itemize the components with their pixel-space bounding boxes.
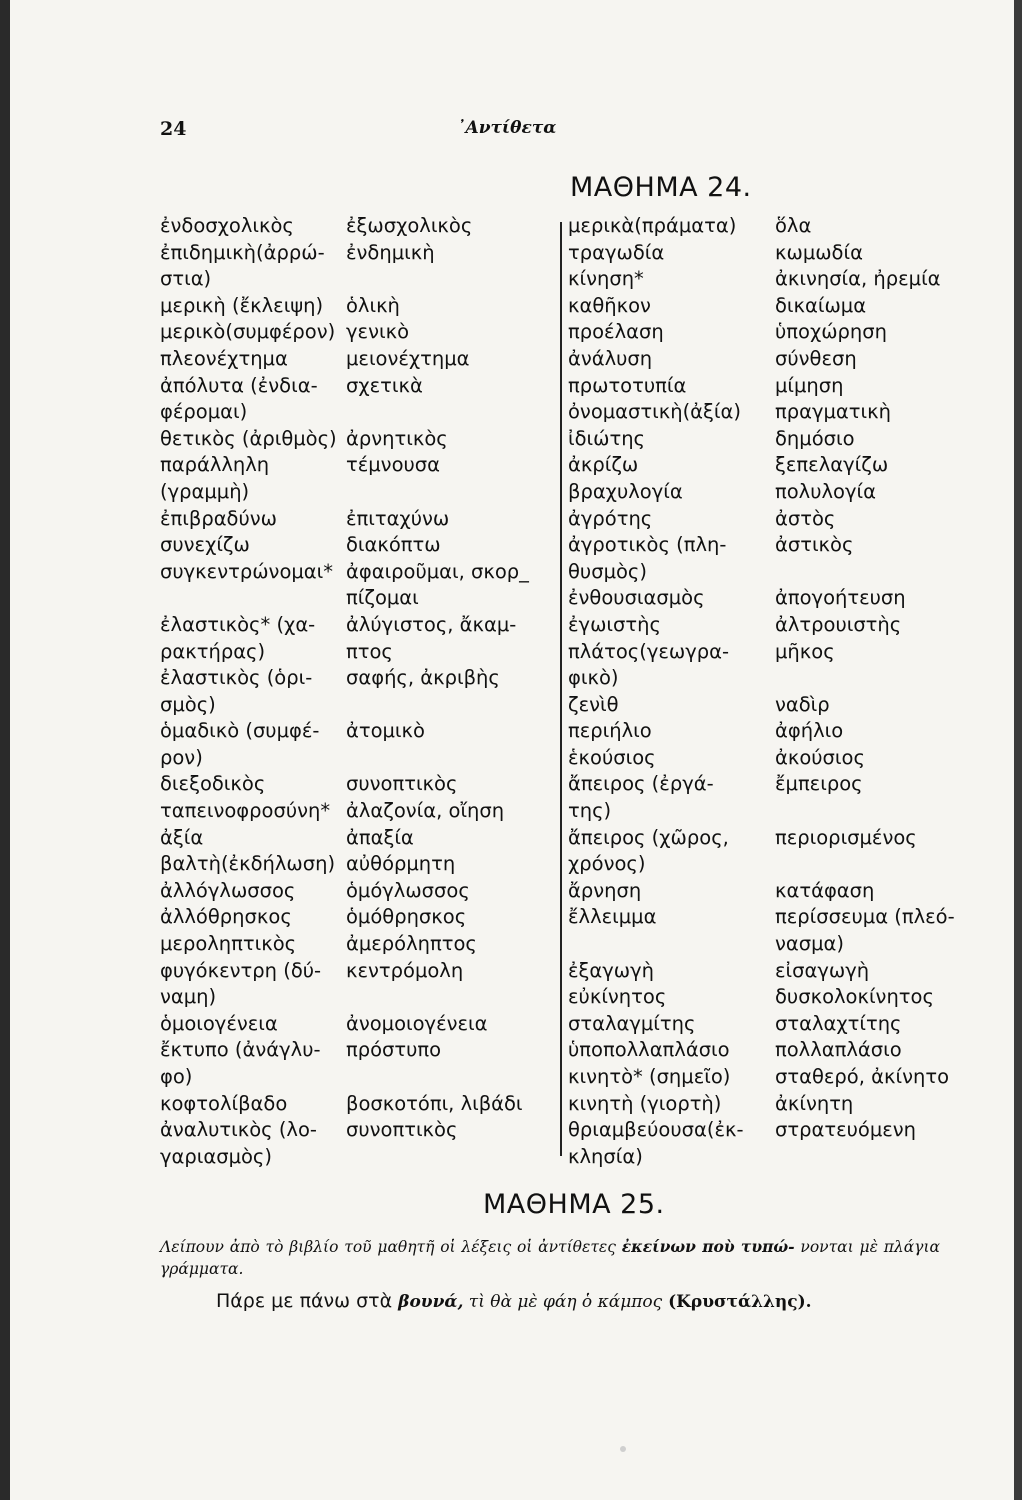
word: θετικὸς (ἀριθμὸς) [160, 426, 337, 450]
antonym: ἀτομικὸ [346, 719, 425, 743]
word: ἀλλόγλωσσος [160, 878, 296, 902]
word-pair-row [160, 559, 555, 586]
word: ἐλαστικὸς (ὁρι- [160, 666, 313, 690]
page-edge-right [1014, 0, 1022, 1500]
word: ἄπειρος (ἐργά- [568, 772, 714, 796]
word-pair-row [160, 931, 555, 958]
word: βραχυλογία [568, 479, 683, 503]
antonym: ἀλαζονία, οἴηση [346, 799, 505, 823]
word: συγκεντρώνομαι* [160, 559, 333, 583]
antonym: συνοπτικὸς [346, 1118, 458, 1142]
word: ἀνάλυση [568, 346, 653, 370]
word-pair-row [568, 825, 978, 852]
word: τραγωδία [568, 240, 665, 264]
word-pair-row [568, 426, 978, 453]
word: φικὸ) [568, 666, 619, 690]
antonym: ἀπογοήτευση [775, 586, 906, 610]
word-pair-row [568, 931, 978, 958]
word: ἀλλόθρησκος [160, 905, 292, 929]
antonym: διακόπτω [346, 533, 441, 557]
word-pair-row [160, 240, 555, 267]
word: ἄρνηση [568, 878, 642, 902]
word-pair-row [568, 665, 978, 692]
antonym: ἀμερόληπτος [346, 932, 477, 956]
word: ζενὶθ [568, 692, 619, 716]
word: μεροληπτικὸς [160, 932, 297, 956]
antonym: ἀνομοιογένεια [346, 1011, 488, 1035]
antonym: ὁλικὴ [346, 293, 400, 317]
word: χρόνος) [568, 852, 646, 876]
word-pair-row [568, 1144, 978, 1171]
word-pair-row [568, 1091, 978, 1118]
word-pair-row [568, 639, 978, 666]
word-pair-row [160, 639, 555, 666]
antonym: σαφής, ἀκριβὴς [346, 666, 500, 690]
example-middle: τὶ θὰ μὲ φάη ὁ κάμπος [463, 1292, 663, 1312]
word: ἐγωιστὴς [568, 612, 661, 636]
word-pair-row [160, 665, 555, 692]
word-pair-row [568, 585, 978, 612]
word: ἀκρίζω [568, 453, 639, 477]
antonym: εἰσαγωγὴ [775, 958, 870, 982]
word: εὐκίνητος [568, 985, 667, 1009]
word: ὑποπολλαπλάσιο [568, 1038, 730, 1062]
lesson-24-title: ΜΑΘΗΜΑ 24. [570, 172, 752, 203]
word: φυγόκεντρη (δύ- [160, 958, 322, 982]
lesson-25-instruction [160, 1236, 940, 1280]
word: ἀξία [160, 825, 204, 849]
word: κινητὴ (γιορτὴ) [568, 1091, 722, 1115]
word-pair-row [160, 745, 555, 772]
word: φέρομαι) [160, 400, 248, 424]
word-pair-row [160, 825, 555, 852]
word: ναμη) [160, 985, 217, 1009]
word-pair-row [568, 612, 978, 639]
word-pair-row [160, 798, 555, 825]
antonym: μίμηση [775, 373, 844, 397]
word-pair-row [568, 1011, 978, 1038]
word-pair-row [568, 718, 978, 745]
word: συνεχίζω [160, 533, 250, 557]
antonym: ἀφαιροῦμαι, σκορ_ [346, 559, 529, 583]
antonym: ἀστικὸς [775, 533, 854, 557]
antonym: ἀκίνητη [775, 1091, 854, 1115]
antonym: ὑποχώρηση [775, 320, 888, 344]
word-pair-row [160, 585, 555, 612]
word-pair-row [568, 984, 978, 1011]
antonym: ἀλύγιστος, ἄκαμ- [346, 612, 517, 636]
antonym: κεντρόμολη [346, 958, 464, 982]
antonym: ὁμόθρησκος [346, 905, 467, 929]
word: ἰδιώτης [568, 426, 646, 450]
antonym: συνοπτικὸς [346, 772, 458, 796]
word-pair-row [160, 692, 555, 719]
example-author: (Κρυστάλλης). [662, 1292, 812, 1312]
antonym: ξεπελαγίζω [775, 453, 889, 477]
antonym: στρατευόμενη [775, 1118, 917, 1142]
word: ἀγροτικὸς (πλη- [568, 533, 727, 557]
word: παράλληλη [160, 453, 270, 477]
word: πλάτος(γεωγρα- [568, 639, 730, 663]
word-pair-row [160, 878, 555, 905]
example-italic-word: βουνά, [398, 1292, 464, 1312]
word-pair-row [160, 479, 555, 506]
antonym: μειονέχτημα [346, 346, 470, 370]
word-pair-row [160, 1011, 555, 1038]
word: μερικὰ(πράματα) [568, 214, 737, 237]
antonym: νασμα) [775, 932, 844, 956]
antonym: ἀστὸς [775, 506, 836, 530]
word: ἐλαστικὸς* (χα- [160, 612, 316, 636]
word: ὀνομαστικὴ(ἀξία) [568, 400, 741, 424]
word: κοφτολίβαδο [160, 1091, 288, 1115]
word: πρωτοτυπία [568, 373, 687, 397]
page-number: 24 [160, 118, 187, 140]
word: πλεονέχτημα [160, 346, 288, 370]
antonym: ἀκούσιος [775, 745, 865, 769]
word-pair-row [160, 1117, 555, 1144]
word: ρον) [160, 745, 203, 769]
antonym: πρόστυπο [346, 1038, 442, 1062]
word: ἀναλυτικὸς (λο- [160, 1118, 317, 1142]
antonym: περιορισμένος [775, 825, 917, 849]
antonym: δυσκολοκίνητος [775, 985, 934, 1009]
word: ἑκούσιος [568, 745, 656, 769]
word: ἔλλειμμα [568, 905, 657, 929]
word-pair-row [568, 798, 978, 825]
word-pair-row [568, 904, 978, 931]
antonym: δημόσιο [775, 426, 855, 450]
word-pair-row [568, 266, 978, 293]
word: περιήλιο [568, 719, 652, 743]
antonym: ἀλτρουιστὴς [775, 612, 902, 636]
word-pair-row [568, 559, 978, 586]
word: ἐνθουσιασμὸς [568, 586, 705, 610]
word: ἀπόλυτα (ἐνδια- [160, 373, 318, 397]
lesson-25-title: ΜΑΘΗΜΑ 25. [483, 1189, 665, 1220]
antonym: βοσκοτόπι, λιβάδι [346, 1091, 523, 1115]
word: κλησία) [568, 1144, 643, 1168]
instruction-bold-text: ἐκείνων ποὺ τυπώ- [621, 1237, 795, 1256]
word: ταπεινοφροσύνη* [160, 799, 331, 823]
word-pair-row [568, 1037, 978, 1064]
word-pair-row [160, 319, 555, 346]
antonym: μῆκος [775, 639, 835, 663]
word-pair-row [160, 1064, 555, 1091]
word: γαριασμὸς) [160, 1144, 272, 1168]
word-pair-row [568, 878, 978, 905]
word-pair-row [568, 1117, 978, 1144]
antonym: ἀρνητικὸς [346, 426, 448, 450]
word-pair-row [160, 266, 555, 293]
word: ὁμαδικὸ (συμφέ- [160, 719, 320, 743]
word: (γραμμὴ) [160, 479, 250, 503]
antonym: ἀπαξία [346, 825, 414, 849]
word: βαλτὴ(ἐκδήλωση) [160, 852, 336, 876]
antonym: πραγματικὴ [775, 400, 891, 424]
word-pair-row [568, 346, 978, 373]
antonym: ναδὶρ [775, 692, 830, 716]
word-pair-row [160, 373, 555, 400]
antonym: πολυλογία [775, 479, 876, 503]
word-pair-row [160, 452, 555, 479]
word-pair-row [160, 904, 555, 931]
word: ἀγρότης [568, 506, 653, 530]
word: ἄπειρος (χῶρος, [568, 825, 729, 849]
antonym: κωμωδία [775, 240, 863, 264]
word: προέλαση [568, 320, 664, 344]
word-pair-row [160, 958, 555, 985]
word: ἐξαγωγὴ [568, 958, 655, 982]
word: θυσμὸς) [568, 559, 647, 583]
antonym: ἀκινησία, ἠρεμία [775, 267, 941, 291]
antonym: πίζομαι [346, 586, 419, 610]
word-pair-row [568, 293, 978, 320]
word: σταλαγμίτης [568, 1011, 696, 1035]
antonym: πτος [346, 639, 393, 663]
word: διεξοδικὸς [160, 772, 266, 796]
antonym: αὐθόρμητη [346, 852, 456, 876]
antonym: σχετικὰ [346, 373, 423, 397]
word: της) [568, 799, 612, 823]
word-pair-row [568, 532, 978, 559]
word: θριαμβεύουσα(ἐκ- [568, 1118, 744, 1142]
word: καθῆκον [568, 293, 651, 317]
running-head: ᾽Αντίθετα [457, 118, 557, 138]
word: ρακτήρας) [160, 639, 266, 663]
word-pair-row [568, 373, 978, 400]
antonym: σύνθεση [775, 346, 857, 370]
word-pair-row [568, 745, 978, 772]
page-edge-left [0, 0, 10, 1500]
word: μερικὸ(συμφέρον) [160, 320, 336, 344]
print-speck [620, 1446, 626, 1452]
antonym: ὁμόγλωσσος [346, 878, 470, 902]
word: μερικὴ (ἔκλειψη) [160, 293, 324, 317]
antonym: κατάφαση [775, 878, 875, 902]
word-pair-row [568, 958, 978, 985]
word-pair-row [568, 399, 978, 426]
word-pair-row [568, 319, 978, 346]
word-pair-row [160, 213, 555, 240]
word-pair-row [160, 851, 555, 878]
word: ἐπιβραδύνω [160, 506, 277, 530]
antonym: σταθερό, ἀκίνητο [775, 1065, 949, 1088]
example-sentence [216, 1290, 812, 1312]
word-pair-row [568, 452, 978, 479]
word-pair-row [568, 771, 978, 798]
antonym: σταλαχτίτης [775, 1011, 902, 1035]
word-pair-row [160, 1091, 555, 1118]
instruction-tail: νονται μὲ πλάγια γράμματα. [160, 1238, 940, 1278]
word: κινητὸ* (σημεῖο) [568, 1065, 731, 1088]
word-pair-row [160, 1037, 555, 1064]
word-pair-row [568, 479, 978, 506]
word: ἔκτυπο (ἀνάγλυ- [160, 1038, 321, 1062]
word-pair-row [160, 718, 555, 745]
antonym: ἐπιταχύνω [346, 506, 450, 530]
antonym: ἔμπειρος [775, 772, 863, 796]
word-pair-row [568, 1064, 978, 1091]
antonym: ἐνδημικὴ [346, 240, 435, 264]
word-pair-row [160, 506, 555, 533]
word-pair-row [160, 984, 555, 1011]
word-pair-row [160, 771, 555, 798]
word-pair-row [568, 506, 978, 533]
antonym: ἀφήλιο [775, 719, 844, 743]
left-word-column [160, 213, 555, 1170]
word-pair-row [568, 240, 978, 267]
word-pair-row [160, 426, 555, 453]
word: ὁμοιογένεια [160, 1011, 278, 1035]
right-word-column [568, 213, 978, 1170]
word-pair-row [160, 612, 555, 639]
word: σμὸς) [160, 692, 216, 716]
word: ἐνδοσχολικὸς [160, 214, 294, 237]
antonym: περίσσευμα (πλεό- [775, 905, 955, 929]
word: στια) [160, 267, 212, 291]
word: ἐπιδημικὴ(ἀρρώ- [160, 240, 325, 264]
word-pair-row [568, 213, 978, 240]
word-pair-row [160, 532, 555, 559]
word-pair-row [160, 346, 555, 373]
antonym: δικαίωμα [775, 293, 867, 317]
antonym: ὅλα [775, 214, 812, 237]
word-pair-row [160, 293, 555, 320]
example-start: Πάρε με πάνω στὰ [216, 1290, 399, 1312]
column-divider [560, 222, 562, 1156]
word-pair-row [160, 1144, 555, 1171]
antonym: ἐξωσχολικὸς [346, 214, 473, 237]
word: κίνηση* [568, 267, 644, 291]
word-pair-row [568, 692, 978, 719]
antonym: γενικὸ [346, 320, 409, 344]
antonym: πολλαπλάσιο [775, 1038, 902, 1062]
antonym: τέμνουσα [346, 453, 441, 477]
word-pair-row [568, 851, 978, 878]
word-pair-row [160, 399, 555, 426]
instruction-text: Λείπουν ἀπὸ τὸ βιβλίο τοῦ μαθητῆ οἱ λέξεις οἱ ἀντίθετες [160, 1238, 622, 1256]
word: φο) [160, 1065, 193, 1088]
